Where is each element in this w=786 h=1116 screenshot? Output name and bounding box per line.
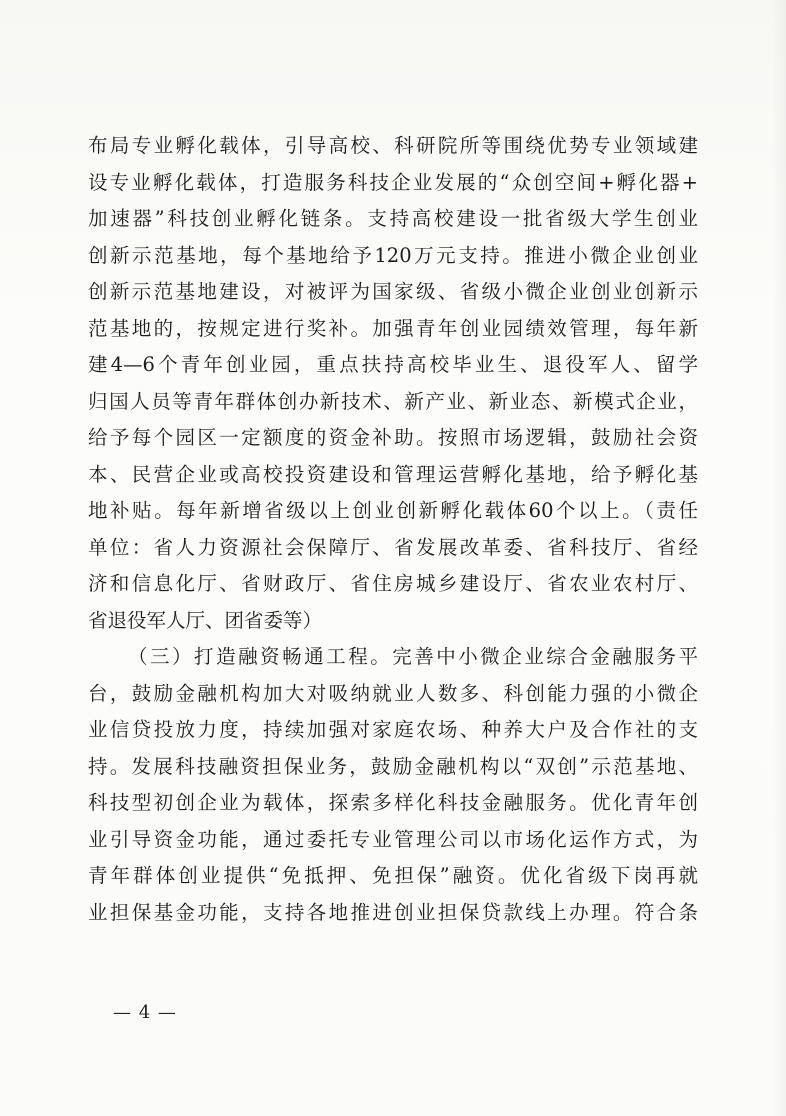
text-line: 地补贴。每年新增省级以上创业创新孵化载体60个以上。（责任: [88, 499, 698, 522]
text-line: 创新示范基地，每个基地给予120万元支持。推进小微企业创业: [88, 243, 698, 267]
text-line: 业担保基金功能，支持各地推进创业担保贷款线上办理。符合条: [88, 900, 698, 924]
text-line: 加速器”科技创业孵化链条。支持高校建设一批省级大学生创业: [88, 207, 698, 230]
page-number: — 4 —: [113, 1002, 177, 1023]
text-line: 台，鼓励金融机构加大对吸纳就业人数多、科创能力强的小微企: [88, 681, 698, 705]
section-heading-line: （三）打造融资畅通工程。完善中小微企业综合金融服务平: [128, 645, 698, 668]
text-line: 业信贷投放力度，持续加强对家庭农场、种养大户及合作社的支: [88, 718, 698, 741]
text-line: 范基地的，按规定进行奖补。加强青年创业园绩效管理，每年新: [88, 316, 698, 340]
text-line: 创新示范基地建设，对被评为国家级、省级小微企业创业创新示: [88, 280, 698, 303]
text-line: 持。发展科技融资担保业务，鼓励金融机构以“双创”示范基地、: [88, 754, 698, 778]
text-line: 业引导资金功能，通过委托专业管理公司以市场化运作方式，为: [88, 827, 698, 851]
text-line: 青年群体创业提供“免抵押、免担保”融资。优化省级下岗再就: [88, 864, 698, 887]
text-line: 科技型初创企业为载体，探索多样化科技金融服务。优化青年创: [88, 791, 698, 814]
text-line: 给予每个园区一定额度的资金补助。按照市场逻辑，鼓励社会资: [88, 426, 698, 449]
text-line: 建4—6个青年创业园，重点扶持高校毕业生、退役军人、留学: [88, 353, 698, 376]
text-line: 设专业孵化载体，打造服务科技企业发展的“众创空间+孵化器+: [88, 170, 698, 194]
text-line: 省退役军人厅、团省委等）: [88, 608, 323, 632]
scan-edge: [772, 0, 786, 1116]
body-text: [88, 128, 698, 931]
text-line: 归国人员等青年群体创办新技术、新产业、新业态、新模式企业，: [88, 389, 698, 413]
text-line: 布局专业孵化载体，引导高校、科研院所等围绕优势专业领域建: [88, 134, 698, 157]
text-line: 本、民营企业或高校投资建设和管理运营孵化基地，给予孵化基: [88, 462, 698, 486]
text-line: 济和信息化厅、省财政厅、省住房城乡建设厅、省农业农村厅、: [88, 572, 698, 595]
text-line: 单位：省人力资源社会保障厅、省发展改革委、省科技厅、省经: [88, 535, 698, 559]
